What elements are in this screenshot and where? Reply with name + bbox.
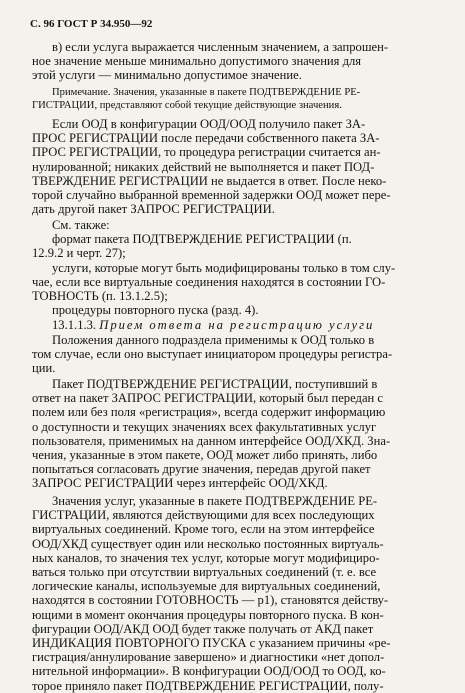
item-b	[32, 40, 437, 83]
para4-line: фигурации ООД/АКД ООД будет также получать от АКД пакет	[32, 621, 374, 636]
see-also-line: формат пакета ПОДТВЕРЖДЕНИЕ РЕГИСТРАЦИИ (п.	[52, 232, 352, 247]
paragraph-4	[32, 494, 437, 693]
paragraph-3	[32, 377, 437, 491]
item-b-line-2: ное значение меньше минимально допустимого значения для	[32, 54, 362, 69]
see-also-heading: См. также:	[52, 218, 110, 232]
para3-line: попытаться согласовать другие значения, передав другой пакет	[32, 462, 371, 477]
see-also	[32, 218, 437, 317]
para1-line: торой случайно выбранной временной задержки ООД может пере-	[32, 188, 391, 203]
para4-line: виртуальных соединений. Кроме того, если на этом интерфейсе	[32, 522, 375, 537]
para2-line: том случае, если оно выступает инициатором процедуры регистра-	[32, 347, 393, 362]
see-also-line: услуги, которые могут быть модифицированы только в том слу-	[52, 260, 396, 275]
para3-line: о доступности и текущих значениях всех факультативных услуг	[32, 419, 377, 434]
section-heading	[32, 318, 437, 332]
para3-line: пользователя, применимых на данном интерфейсе ООД/ХКД. Зна-	[32, 433, 391, 448]
see-also-line: чае, если все виртуальные соединения находятся в состоянии ГО-	[32, 274, 386, 289]
para4-line: гистрация/аннулирование завершено» и диагностики «нет допол-	[32, 650, 385, 665]
para4-line: торое приняло пакет ПОДТВЕРЖДЕНИЕ РЕГИСТРАЦИИ, полу-	[32, 678, 384, 693]
para4-line: Значения услуг, указанные в пакете ПОДТВЕРЖДЕНИЕ РЕ-	[52, 494, 378, 508]
note-line-1: Примечание. Значения, указанные в пакете ПОДТВЕРЖДЕНИЕ РЕ-	[52, 87, 361, 98]
para4-line: ИНДИКАЦИЯ ПОВТОРНОГО ПУСКА с указанием причины «ре-	[32, 636, 391, 651]
note-line-2: ГИСТРАЦИИ, представляют собой текущие действующие значения.	[32, 99, 342, 111]
para3-line: чения, указанные в этом пакете, ООД может либо принять, либо	[32, 448, 378, 463]
para1-line: нулированной; никаких действий не выполняется и пакет ПОД-	[32, 159, 375, 174]
para1-line: Если ООД в конфигурации ООД/ООД получило пакет ЗА-	[52, 117, 366, 131]
see-also-line: 12.9.2 и черт. 27);	[32, 246, 126, 261]
para4-line: ООД/ХКД существует один или несколько постоянных виртуаль-	[32, 536, 384, 551]
paragraph-1	[32, 117, 437, 216]
para4-line: находятся в состоянии ГОТОВНОСТЬ — p1), становятся действу-	[32, 593, 389, 608]
para4-line: нительной информации». В конфигурации ООД/ООД то ООД, ко-	[32, 664, 386, 679]
para4-line: ваться только при отсутствии виртуальных соединений (т. е. все	[32, 565, 377, 580]
item-b-line-3: этой услуги — минимально допустимое значение.	[32, 68, 302, 83]
paragraph-2	[32, 333, 437, 376]
page-header: С. 96 ГОСТ Р 34.950—92	[30, 18, 153, 30]
section-title: Прием ответа на регистрацию услуги	[99, 318, 375, 332]
item-b-line-1: в) если услуга выражается численным значением, а запрошен-	[52, 40, 389, 54]
para3-line: ответ на пакет ЗАПРОС РЕГИСТРАЦИИ, который был передан с	[32, 391, 384, 406]
para4-line: логические каналы, используемые для виртуальных соединений,	[32, 579, 381, 594]
para4-line: ГИСТРАЦИИ, являются действующими для всех последующих	[32, 508, 375, 523]
para3-line: Пакет ПОДТВЕРЖДЕНИЕ РЕГИСТРАЦИИ, поступивший в	[52, 377, 378, 391]
see-also-line: ТОВНОСТЬ (п. 13.1.2.5);	[32, 289, 168, 304]
note	[32, 87, 437, 112]
section-number: 13.1.1.3.	[52, 318, 97, 332]
para1-line: ПРОС РЕГИСТРАЦИИ после передачи собственного пакета ЗА-	[32, 131, 380, 146]
para2-line: Положения данного подраздела применимы к ООД только в	[52, 333, 375, 347]
para4-line: ющими в момент окончания процедуры повторного пуска. В кон-	[32, 607, 384, 622]
para1-line: дать другой пакет ЗАПРОС РЕГИСТРАЦИИ.	[32, 202, 275, 217]
see-also-line: процедуры повторного пуска (разд. 4).	[52, 303, 259, 318]
para2-line: ции.	[32, 361, 56, 376]
para1-line: ПРОС РЕГИСТРАЦИИ, то процедура регистрации считается ан-	[32, 145, 381, 160]
para3-line: ЗАПРОС РЕГИСТРАЦИИ через интерфейс ООД/ХКД.	[32, 476, 328, 491]
para4-line: ных каналов, то значения тех услуг, которые могут модифициро-	[32, 550, 380, 565]
para3-line: полем или без поля «регистрация», всегда содержит информацию	[32, 405, 386, 420]
para1-line: ТВЕРЖДЕНИЕ РЕГИСТРАЦИИ не выдается в ответ. После неко-	[32, 173, 387, 188]
